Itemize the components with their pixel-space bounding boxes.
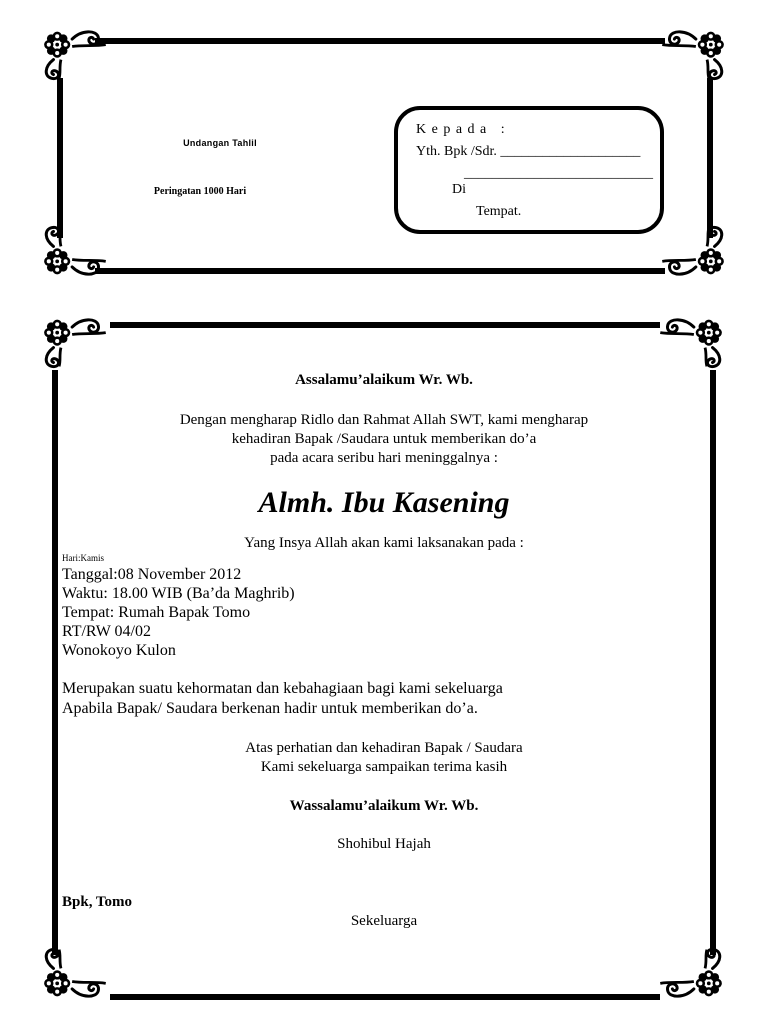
host-label: Shohibul Hajah [337, 836, 431, 852]
letter-border-bottom [110, 994, 660, 1000]
address-blank-line: ___________________________ [464, 166, 653, 181]
schedule-intro: Yang Insya Allah akan kami laksanakan pada : [244, 535, 524, 551]
intro-line-2: kehadiran Bapak /Saudara untuk memberikan do’a [231, 431, 537, 447]
schedule-place: Tempat: Rumah Bapak Tomo [62, 604, 251, 621]
envelope-title: Undangan Tahlil [183, 138, 257, 148]
letter-border-top [110, 322, 660, 328]
address-kepada: K e p a d a : [416, 122, 506, 137]
envelope-border-bottom [95, 268, 665, 274]
envelope-subtitle: Peringatan 1000 Hari [153, 186, 247, 197]
corner-ornament-bottom-right [658, 224, 730, 280]
schedule-time: Waktu: 18.00 WIB (Ba’da Maghrib) [62, 585, 295, 602]
thanks-line-2: Kami sekeluarga sampaikan terima kasih [260, 759, 508, 775]
thanks-line-1: Atas perhatian dan kehadiran Bapak / Saudara [245, 740, 523, 756]
address-tempat: Tempat. [476, 204, 522, 219]
corner-ornament-bottom-right [656, 946, 728, 1002]
greeting: Assalamu’alaikum Wr. Wb. [295, 372, 473, 388]
envelope-card [0, 0, 768, 290]
envelope-border-left [57, 78, 63, 238]
closing-greeting: Wassalamu’alaikum Wr. Wb. [289, 798, 479, 814]
honor-line-1: Merupakan suatu kehormatan dan kebahagiaan bagi kami sekeluarga [62, 680, 503, 697]
schedule-day: Hari:Kamis [62, 553, 104, 563]
corner-ornament-top-right [656, 314, 728, 370]
schedule-rtrw: RT/RW 04/02 [62, 623, 151, 640]
family-label: Sekeluarga [350, 913, 418, 929]
address-recipient-line: Yth. Bpk /Sdr. ____________________ [416, 144, 641, 159]
schedule-date: Tanggal:08 November 2012 [62, 566, 242, 583]
schedule-village: Wonokoyo Kulon [62, 642, 176, 659]
honor-line-2: Apabila Bapak/ Saudara berkenan hadir untuk memberikan do’a. [62, 700, 478, 717]
corner-ornament-top-right [658, 26, 730, 82]
envelope-border-top [95, 38, 665, 44]
deceased-name: Almh. Ibu Kasening [258, 486, 510, 519]
corner-ornament-top-left [38, 314, 110, 370]
intro-line-1: Dengan mengharap Ridlo dan Rahmat Allah SWT, kami mengharap [179, 412, 589, 428]
intro-line-3: pada acara seribu hari meninggalnya : [270, 450, 498, 466]
corner-ornament-bottom-left [38, 946, 110, 1002]
corner-ornament-top-left [38, 26, 110, 82]
corner-ornament-bottom-left [38, 224, 110, 280]
address-di: Di [452, 182, 466, 197]
envelope-border-right [707, 78, 713, 238]
signer-name: Bpk, Tomo [62, 894, 133, 910]
